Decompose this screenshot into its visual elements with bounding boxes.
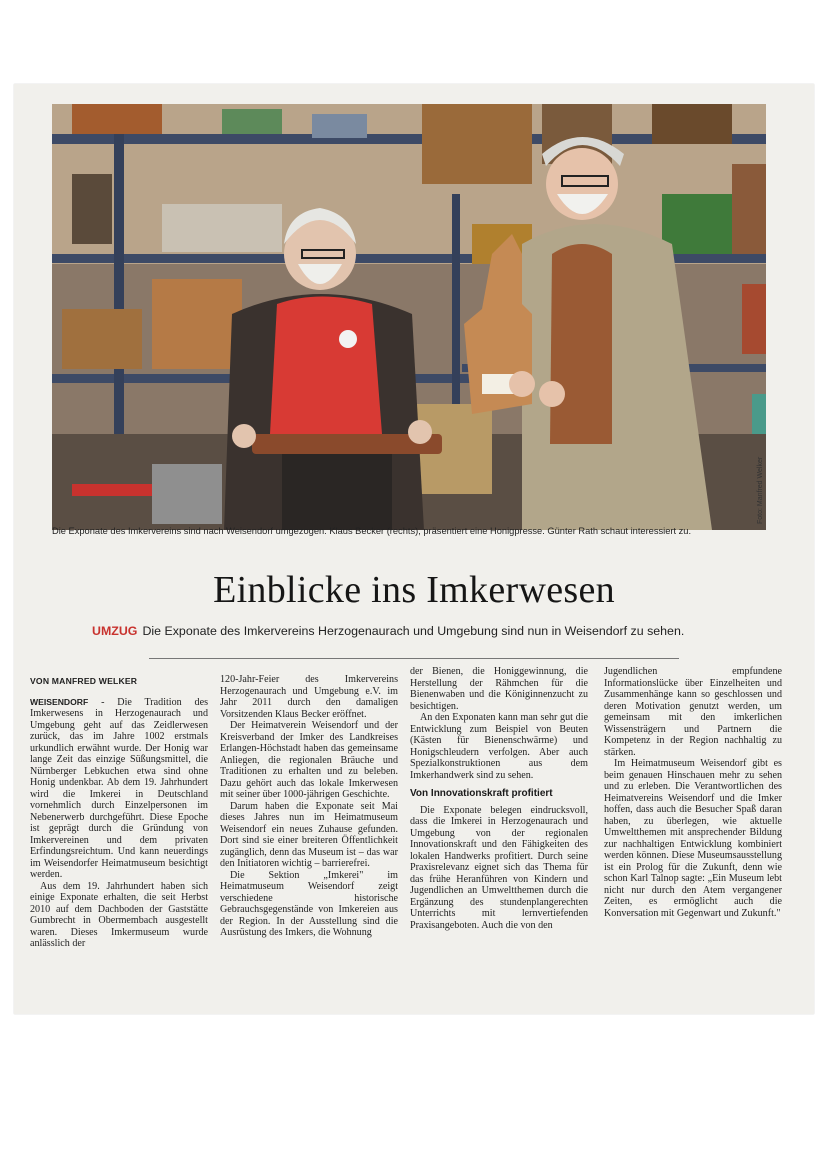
article-subheadline: Die Exponate des Imkervereins Herzogenaurach und Umgebung sind nun in Weisendorf zu sehen. bbox=[142, 624, 685, 638]
paragraph: der Bienen, die Honiggewinnung, die Herstellung der Rähmchen für die Bienenwaben und die Königinnenzucht zu besichtigen. bbox=[410, 666, 588, 712]
section-subhead: Von Innovationskraft profitiert bbox=[410, 788, 553, 799]
paragraph: An den Exponaten kann man sehr gut die Entwicklung zum Beispiel von Beuten (Kästen für Bienenschwärme) und Honigschleudern verfolgen. Aber auch Spezialkonstruktionen aus dem Imkerhandwerk sind zu sehen. bbox=[410, 712, 588, 781]
headline-divider bbox=[149, 658, 679, 659]
paragraph: Die Sektion „Imkerei" im Heimatmuseum Weisendorf zeigt verschiedene historische Gebrauchsgegenstände von Imkereien aus der Region. In der Ausstellung sind die Ausrüstung des Imkers, die Wohnung bbox=[220, 869, 398, 938]
paragraph-text: - Die Tradition des Imkerwesens in Herzogenaurach und Umgebung geht auf das Zeidlerwesen zurück, das im Jahre 1002 erstmals urkundlich erwähnt wurde. Der Honig war lange Zeit das einzige Süßungsmittel, die Nürnberger Lebkuchen etwa sind ohne Honig undenkbar. Ab dem 19. Jahrhundert wird die Imkerei in Deutschland vornehmlich durch Einzelpersonen im Nebenerwerb durchgeführt. Diese Epoche ist geprägt durch die Gründung von Imkervereinen und dem privaten Erfindungsreichtum. Und kann neuerdings im Weisendorfer Heimatmuseum besichtigt werden. bbox=[30, 696, 208, 880]
text-column-3 bbox=[410, 666, 588, 931]
paragraph: Darum haben die Exponate seit Mai dieses Jahres nun im Heimatmuseum Weisendorf ein neues Zuhause gefunden. Dort sind sie einer breiteren Öffentlichkeit zugänglich, denn das Museum ist – das war den Initiatoren wichtig – barrierefrei. bbox=[220, 800, 398, 869]
paragraph: 120-Jahr-Feier des Imkervereins Herzogenaurach und Umgebung e.V. im Jahr 2011 durch den damaligen Vorsitzenden Klaus Becker eröffnet. bbox=[220, 674, 398, 720]
newspaper-clipping bbox=[14, 84, 814, 1014]
text-column-1 bbox=[30, 676, 208, 950]
article-headline: Einblicke ins Imkerwesen bbox=[213, 569, 615, 611]
text-column-2 bbox=[220, 674, 398, 939]
text-column-4 bbox=[604, 666, 782, 919]
paragraph: Jugendlichen empfundene Informationslücke über Einzelheiten und Zusammenhänge kann so geschlossen und deren Motivation genutzt werden, um gemeinsam mit den imkerlichen Wissensträgern und Partnern die Kompetenz in der Region nachhaltig zu stärken. bbox=[604, 666, 782, 758]
photo-credit: Foto: Manfred Welker bbox=[757, 456, 764, 524]
author-byline: VON MANFRED WELKER bbox=[30, 676, 138, 686]
paragraph: Die Exponate belegen eindrucksvoll, dass die Imkerei in Herzogenaurach und Umgebung von der regionalen Innovationskraft und den Fähigkeiten des lokalen Handwerks profitiert. Durch seine Praxisrelevanz eignet sich das Thema für das frühe Heranführen von Kindern und Jugendlichen an Umweltthemen durch die Ergänzung des stundenplangerechten Unterrichts mit lernvertiefenden Praxisangeboten. Auch die von den bbox=[410, 804, 588, 931]
paragraph: Aus dem 19. Jahrhundert haben sich einige Exponate erhalten, die seit Herbst 2010 auf dem Dachboden der Gaststätte Gumbrecht in Obermembach ausgestellt waren. Dieses Imkermuseum wurde anlässlich der bbox=[30, 880, 208, 949]
photo-illustration bbox=[52, 104, 766, 530]
dateline: WEISENDORF bbox=[30, 696, 89, 707]
article-photo bbox=[52, 104, 766, 530]
kicker-label: UMZUG bbox=[92, 624, 138, 638]
photo-caption: Die Exponate des Imkervereins sind nach Weisendorf umgezogen. Klaus Becker (rechts), präsentiert eine Honigpresse. Günter Rath schaut interessiert zu. bbox=[52, 526, 692, 536]
paragraph: Der Heimatverein Weisendorf und der Kreisverband der Imker des Landkreises Erlangen-Höchstadt haben das gemeinsame Anliegen, die regionalen Bräuche und Traditionen zu erhalten und zu beleben. Dazu gehört auch das lokale Imkerwesen mit seiner über 1000-jährigen Geschichte. bbox=[220, 720, 398, 800]
paragraph bbox=[30, 697, 208, 881]
article-subheadline-row bbox=[92, 624, 792, 638]
paragraph: Im Heimatmuseum Weisendorf gibt es beim genauen Hinschauen mehr zu sehen und zu erleben. Die Verantwortlichen des Heimatvereins Weisendorf und die Imker hoffen, dass auch die Besucher Spaß daran haben, zu überlegen, wie aktuelle Umweltthemen mit ansprechender Bildung zur nachhaltigen Entwicklung kombiniert werden können. Diese Museumsausstellung ist ein Prolog für die Zukunft, denn wie schon Karl Talnop sagte: „Ein Museum lebt nicht nur durch den Atem vergangener Zeiten, es ermöglicht auch die Konversation mit Gegenwart und Zukunft." bbox=[604, 758, 782, 919]
